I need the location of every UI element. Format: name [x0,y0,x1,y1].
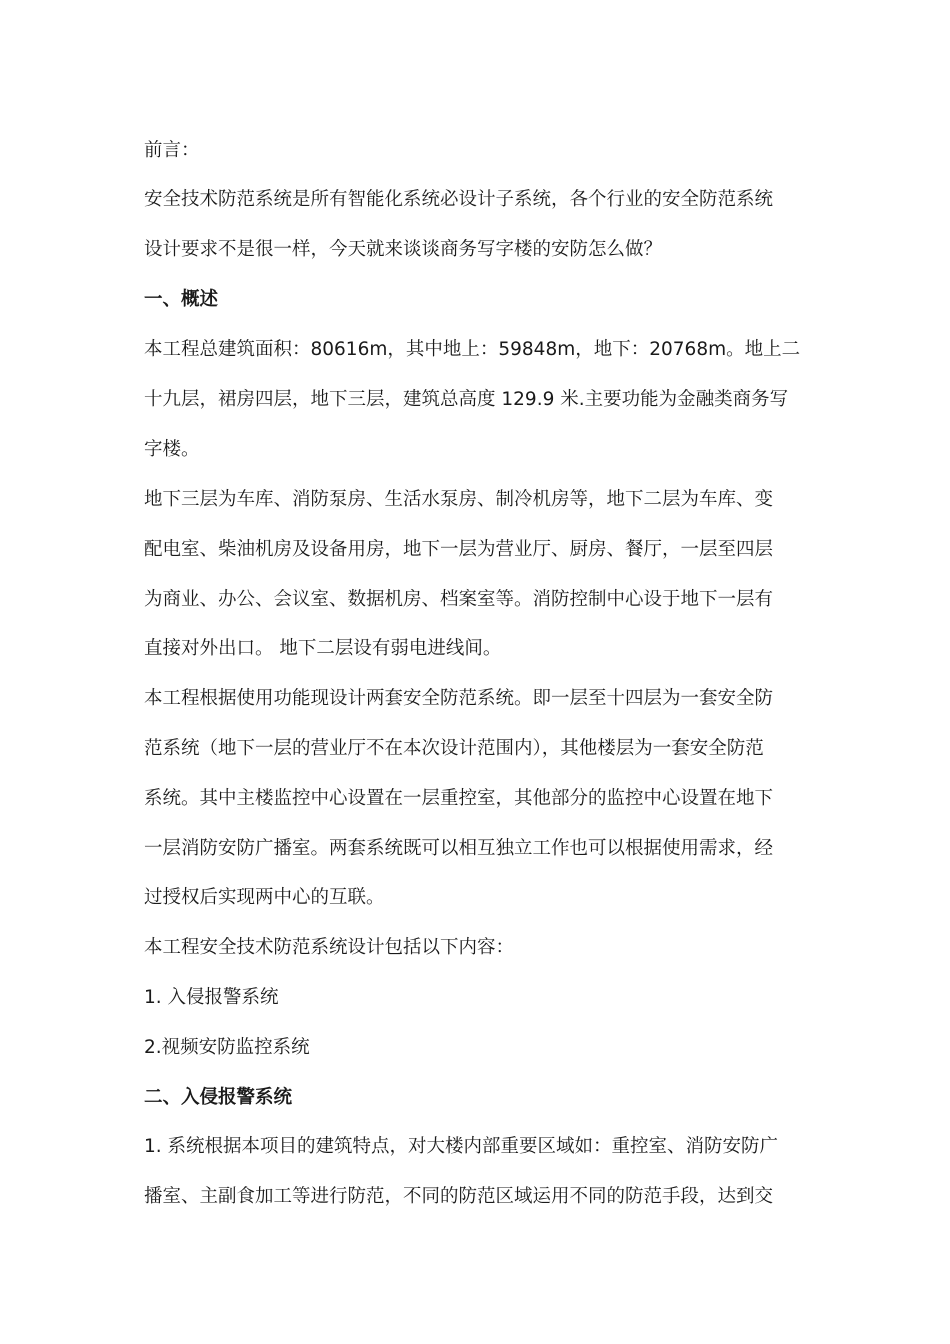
preface-label: 前言： [144,140,200,161]
paragraph-line: 本工程安全技术防范系统设计包括以下内容： [144,937,515,958]
paragraph-line: 字楼。 [144,439,200,460]
section-heading-overview: 一、概述 [144,289,219,310]
paragraph-line: 过授权后实现两中心的互联。 [144,887,385,908]
paragraph-line: 地下三层为车库、消防泵房、生活水泵房、制冷机房等，地下二层为车库、变 [144,489,774,510]
section-heading-intrusion-alarm: 二、入侵报警系统 [144,1087,293,1108]
paragraph-line: 本工程总建筑面积：80616m，其中地上：59848m，地下：20768m。地上二 [144,339,801,360]
paragraph-line: 安全技术防范系统是所有智能化系统必设计子系统，各个行业的安全防范系统 [144,189,774,210]
paragraph-line: 十九层，裙房四层，地下三层，建筑总高度 129.9 米.主要功能为金融类商务写 [144,389,789,410]
paragraph-line: 系统。其中主楼监控中心设置在一层重控室，其他部分的监控中心设置在地下 [144,788,774,809]
paragraph-line: 范系统（地下一层的营业厅不在本次设计范围内），其他楼层为一套安全防范 [144,738,764,759]
paragraph-line: 直接对外出口。 地下二层设有弱电进线间。 [144,638,502,659]
paragraph-line: 配电室、柴油机房及设备用房，地下一层为营业厅、厨房、餐厅，一层至四层 [144,539,774,560]
paragraph-line: 一层消防安防广播室。两套系统既可以相互独立工作也可以根据使用需求，经 [144,838,774,859]
paragraph-line: 设计要求不是很一样，今天就来谈谈商务写字楼的安防怎么做？ [144,239,663,260]
paragraph-line: 为商业、办公、会议室、数据机房、档案室等。消防控制中心设于地下一层有 [144,589,774,610]
paragraph-line: 本工程根据使用功能现设计两套安全防范系统。即一层至十四层为一套安全防 [144,688,774,709]
paragraph-line: 播室、主副食加工等进行防范，不同的防范区域运用不同的防范手段，达到交 [144,1186,774,1207]
paragraph-line: 1. 系统根据本项目的建筑特点，对大楼内部重要区域如：重控室、消防安防广 [144,1136,779,1157]
list-item: 2.视频安防监控系统 [144,1037,310,1058]
list-item: 1. 入侵报警系统 [144,987,279,1008]
